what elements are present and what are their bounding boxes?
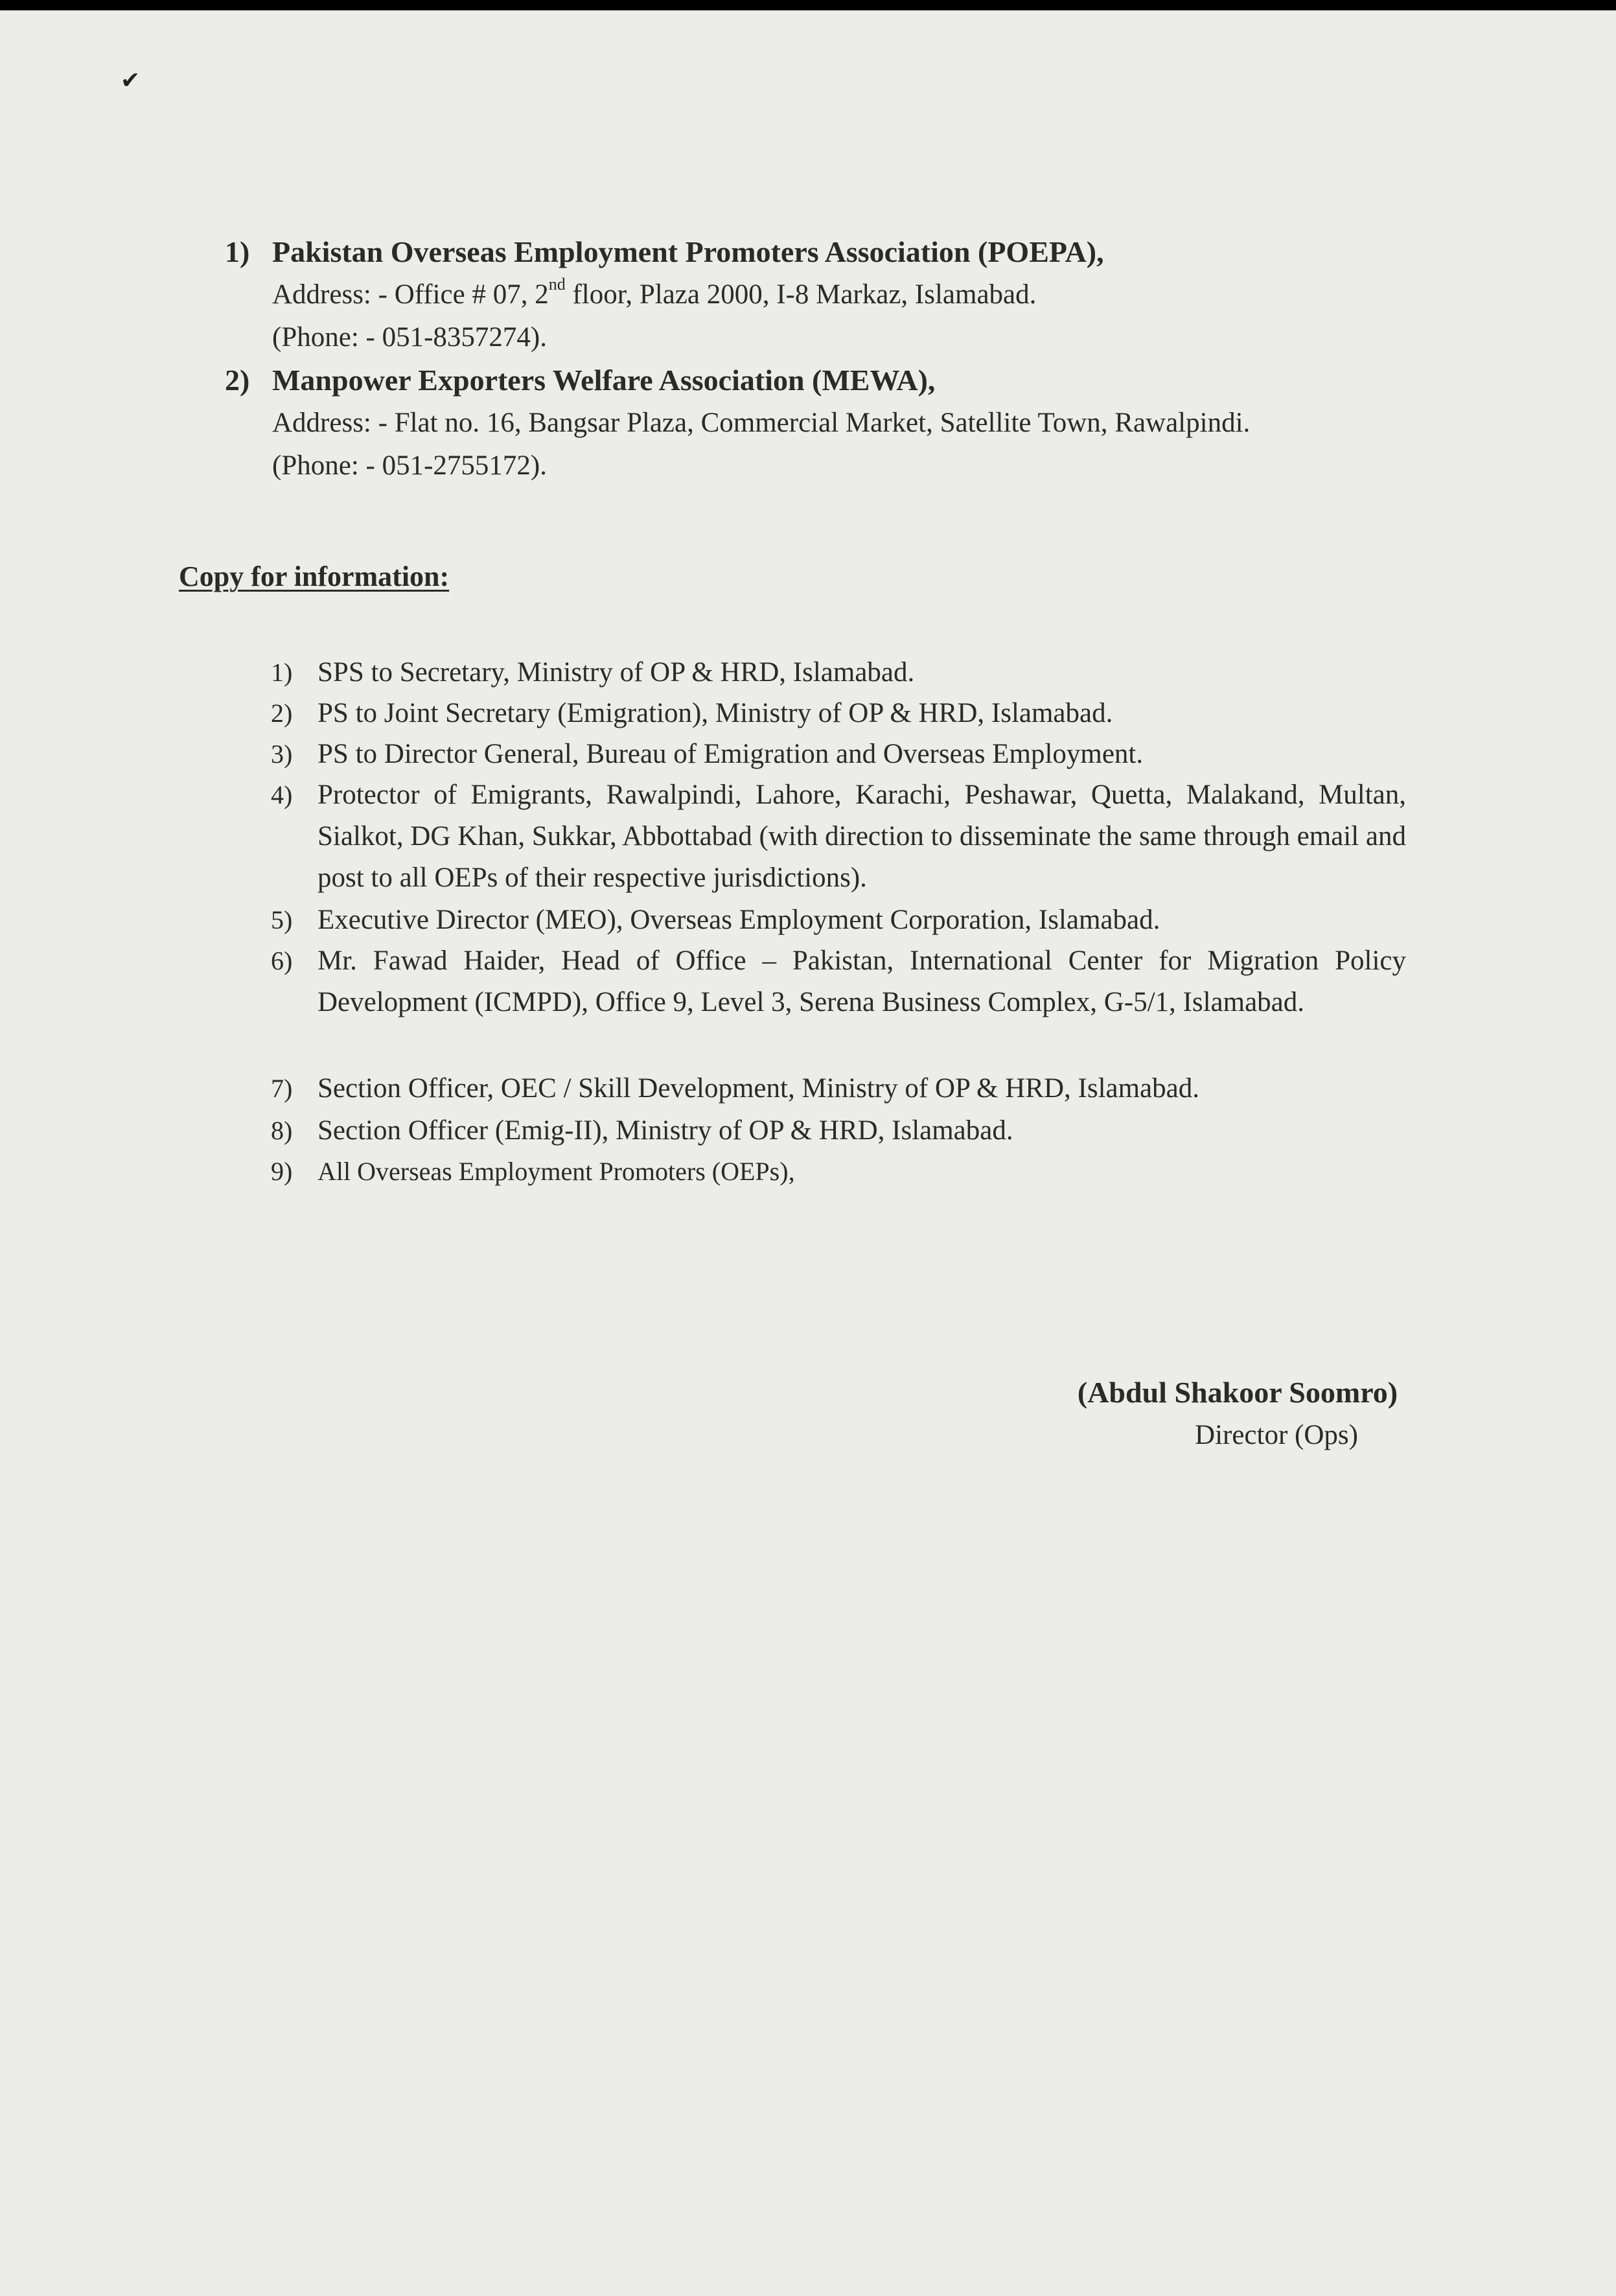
addressee-address: Address: - Flat no. 16, Bangsar Plaza, Commercial Market, Satellite Town, Rawalpindi. — [272, 408, 1251, 438]
list-item-text: All Overseas Employment Promoters (OEPs), — [317, 1157, 795, 1186]
list-item-text: Mr. Fawad Haider, Head of Office – Pakistan, International Center for Migration Policy Development (ICMPD), Office 9, Level 3, Serena Business Complex, G-5/1, Islamabad. — [317, 945, 1406, 1017]
addressee-name: Manpower Exporters Welfare Association (MEWA), — [272, 364, 936, 397]
signatory-title: Director (Ops) — [1195, 1420, 1358, 1450]
list-item-number: 6) — [271, 946, 293, 975]
addressee-number: 2) — [225, 364, 250, 397]
document-page — [0, 10, 1616, 2296]
addressee-details — [272, 359, 1503, 487]
address-text: Address: - Office # 07, 2 — [272, 279, 549, 310]
list-item-number: 4) — [271, 780, 293, 809]
list-item-number: 9) — [271, 1157, 293, 1186]
list-item-number: 8) — [271, 1116, 293, 1145]
list-item-text: SPS to Secretary, Ministry of OP & HRD, Islamabad. — [317, 657, 915, 688]
ordinal-suffix: nd — [548, 275, 566, 294]
addressee-phone: (Phone: - 051-8357274). — [272, 322, 547, 353]
list-item-number: 5) — [271, 905, 293, 934]
list-item-number: 2) — [271, 699, 293, 728]
list-item-text: Section Officer (Emig-II), Ministry of OP & HRD, Islamabad. — [317, 1115, 1013, 1146]
list-item-number: 3) — [271, 739, 293, 769]
list-item-text: Section Officer, OEC / Skill Development, Ministry of OP & HRD, Islamabad. — [317, 1073, 1199, 1104]
signatory-name: (Abdul Shakoor Soomro) — [1077, 1376, 1398, 1409]
addressee-name: Pakistan Overseas Employment Promoters Association (POEPA), — [272, 235, 1104, 268]
address-text-rest: floor, Plaza 2000, I-8 Markaz, Islamabad. — [565, 279, 1037, 310]
addressee-address — [272, 273, 1503, 316]
list-item-text: PS to Director General, Bureau of Emigration and Overseas Employment. — [317, 739, 1144, 769]
list-item-text: Protector of Emigrants, Rawalpindi, Lahore, Karachi, Peshawar, Quetta, Malakand, Multan, Sialkot, DG Khan, Sukkar, Abbottabad (with direction to disseminate the same through email and post to all OEPs of their respective jurisdictions). — [317, 780, 1406, 893]
list-item-text: Executive Director (MEO), Overseas Employment Corporation, Islamabad. — [317, 905, 1160, 935]
addressee-phone: (Phone: - 051-2755172). — [272, 450, 547, 481]
addressee-number: 1) — [225, 235, 250, 268]
list-item-text: PS to Joint Secretary (Emigration), Ministry of OP & HRD, Islamabad. — [317, 698, 1113, 728]
addressee-details — [272, 231, 1503, 359]
copy-heading: Copy for information: — [179, 561, 450, 592]
tick-mark: ✔ — [121, 67, 141, 93]
list-item-number: 1) — [271, 658, 293, 687]
signature-block — [1011, 1371, 1464, 1457]
list-item-number: 7) — [271, 1074, 293, 1103]
